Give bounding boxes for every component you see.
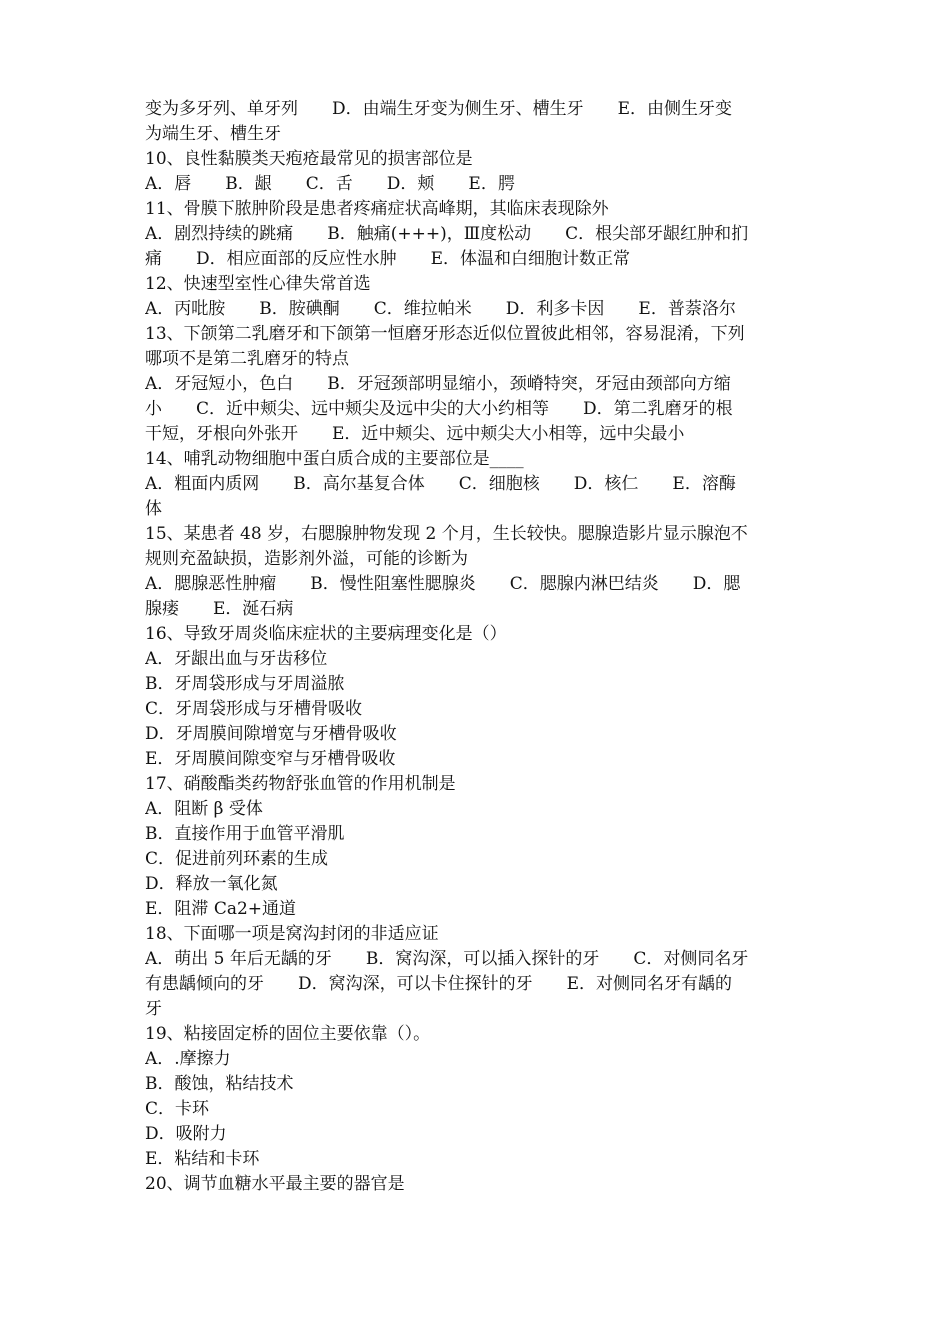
- options-11: A．剧烈持续的跳痛 B．触痛(+++)，Ⅲ度松动 C．根尖部牙龈红肿和扪: [145, 224, 749, 244]
- question-17: 17、硝酸酯类药物舒张血管的作用机制是: [145, 774, 456, 794]
- document-page: [145, 97, 810, 1197]
- text-line: 变为多牙列、单牙列 D．由端生牙变为侧生牙、槽生牙 E．由侧生牙变: [145, 99, 733, 119]
- question-14: 14、哺乳动物细胞中蛋白质合成的主要部位是____: [145, 449, 524, 469]
- option-16-b: B．牙周袋形成与牙周溢脓: [145, 674, 345, 694]
- option-19-d: D．吸附力: [145, 1124, 227, 1144]
- option-19-b: B．酸蚀，粘结技术: [145, 1074, 294, 1094]
- options-13: 小 C．近中颊尖、远中颊尖及远中尖的大小约相等 D．第二乳磨牙的根: [145, 399, 733, 419]
- question-16: 16、导致牙周炎临床症状的主要病理变化是（）: [145, 624, 507, 644]
- option-19-c: C．卡环: [145, 1099, 210, 1119]
- options-12: A．丙吡胺 B．胺碘酮 C．维拉帕米 D．利多卡因 E．普萘洛尔: [145, 299, 736, 319]
- question-10: 10、良性黏膜类天疱疮最常见的损害部位是: [145, 149, 473, 169]
- options-10: A．唇 B．龈 C．舌 D．颊 E．腭: [145, 174, 515, 194]
- option-16-a: A．牙龈出血与牙齿移位: [145, 649, 328, 669]
- question-13: 哪项不是第二乳磨牙的特点: [145, 349, 349, 369]
- option-17-e: E．阻滞 Ca2+通道: [145, 899, 297, 919]
- question-12: 12、快速型室性心律失常首选: [145, 274, 371, 294]
- question-11: 11、骨膜下脓肿阶段是患者疼痛症状高峰期，其临床表现除外: [145, 199, 609, 219]
- question-19: 19、粘接固定桥的固位主要依靠（）。: [145, 1024, 431, 1044]
- options-11: 痛 D．相应面部的反应性水肿 E．体温和白细胞计数正常: [145, 249, 631, 269]
- option-17-c: C．促进前列环素的生成: [145, 849, 329, 869]
- question-13: 13、下颌第二乳磨牙和下颌第一恒磨牙形态近似位置彼此相邻，容易混淆，下列: [145, 324, 745, 344]
- question-15: 规则充盈缺损，造影剂外溢，可能的诊断为: [145, 549, 468, 569]
- option-16-e: E．牙周膜间隙变窄与牙槽骨吸收: [145, 749, 396, 769]
- question-20: 20、调节血糖水平最主要的器官是: [145, 1174, 405, 1194]
- options-15: 腺瘘 E．涎石病: [145, 599, 294, 619]
- option-17-d: D．释放一氧化氮: [145, 874, 278, 894]
- option-17-a: A．阻断 β 受体: [145, 799, 263, 819]
- option-19-e: E．粘结和卡环: [145, 1149, 260, 1169]
- options-18: 牙: [145, 999, 162, 1019]
- question-18: 18、下面哪一项是窝沟封闭的非适应证: [145, 924, 439, 944]
- options-18: 有患龋倾向的牙 D．窝沟深，可以卡住探针的牙 E．对侧同名牙有龋的: [145, 974, 733, 994]
- question-15: 15、某患者 48 岁，右腮腺肿物发现 2 个月，生长较快。腮腺造影片显示腺泡不: [145, 524, 748, 544]
- option-17-b: B．直接作用于血管平滑肌: [145, 824, 345, 844]
- option-19-a: A．.摩擦力: [145, 1049, 231, 1069]
- options-13: A．牙冠短小，色白 B．牙冠颈部明显缩小，颈嵴特突，牙冠由颈部向方缩: [145, 374, 731, 394]
- options-15: A．腮腺恶性肿瘤 B．慢性阻塞性腮腺炎 C．腮腺内淋巴结炎 D．腮: [145, 574, 741, 594]
- option-16-d: D．牙周膜间隙增宽与牙槽骨吸收: [145, 724, 397, 744]
- options-13: 干短，牙根向外张开 E．近中颊尖、远中颊尖大小相等，远中尖最小: [145, 424, 685, 444]
- text-line: 为端生牙、槽生牙: [145, 124, 281, 144]
- option-16-c: C．牙周袋形成与牙槽骨吸收: [145, 699, 363, 719]
- options-14: A．粗面内质网 B．高尔基复合体 C．细胞核 D．核仁 E．溶酶: [145, 474, 736, 494]
- options-14: 体: [145, 499, 162, 519]
- options-18: A．萌出 5 年后无龋的牙 B．窝沟深，可以插入探针的牙 C．对侧同名牙: [145, 949, 749, 969]
